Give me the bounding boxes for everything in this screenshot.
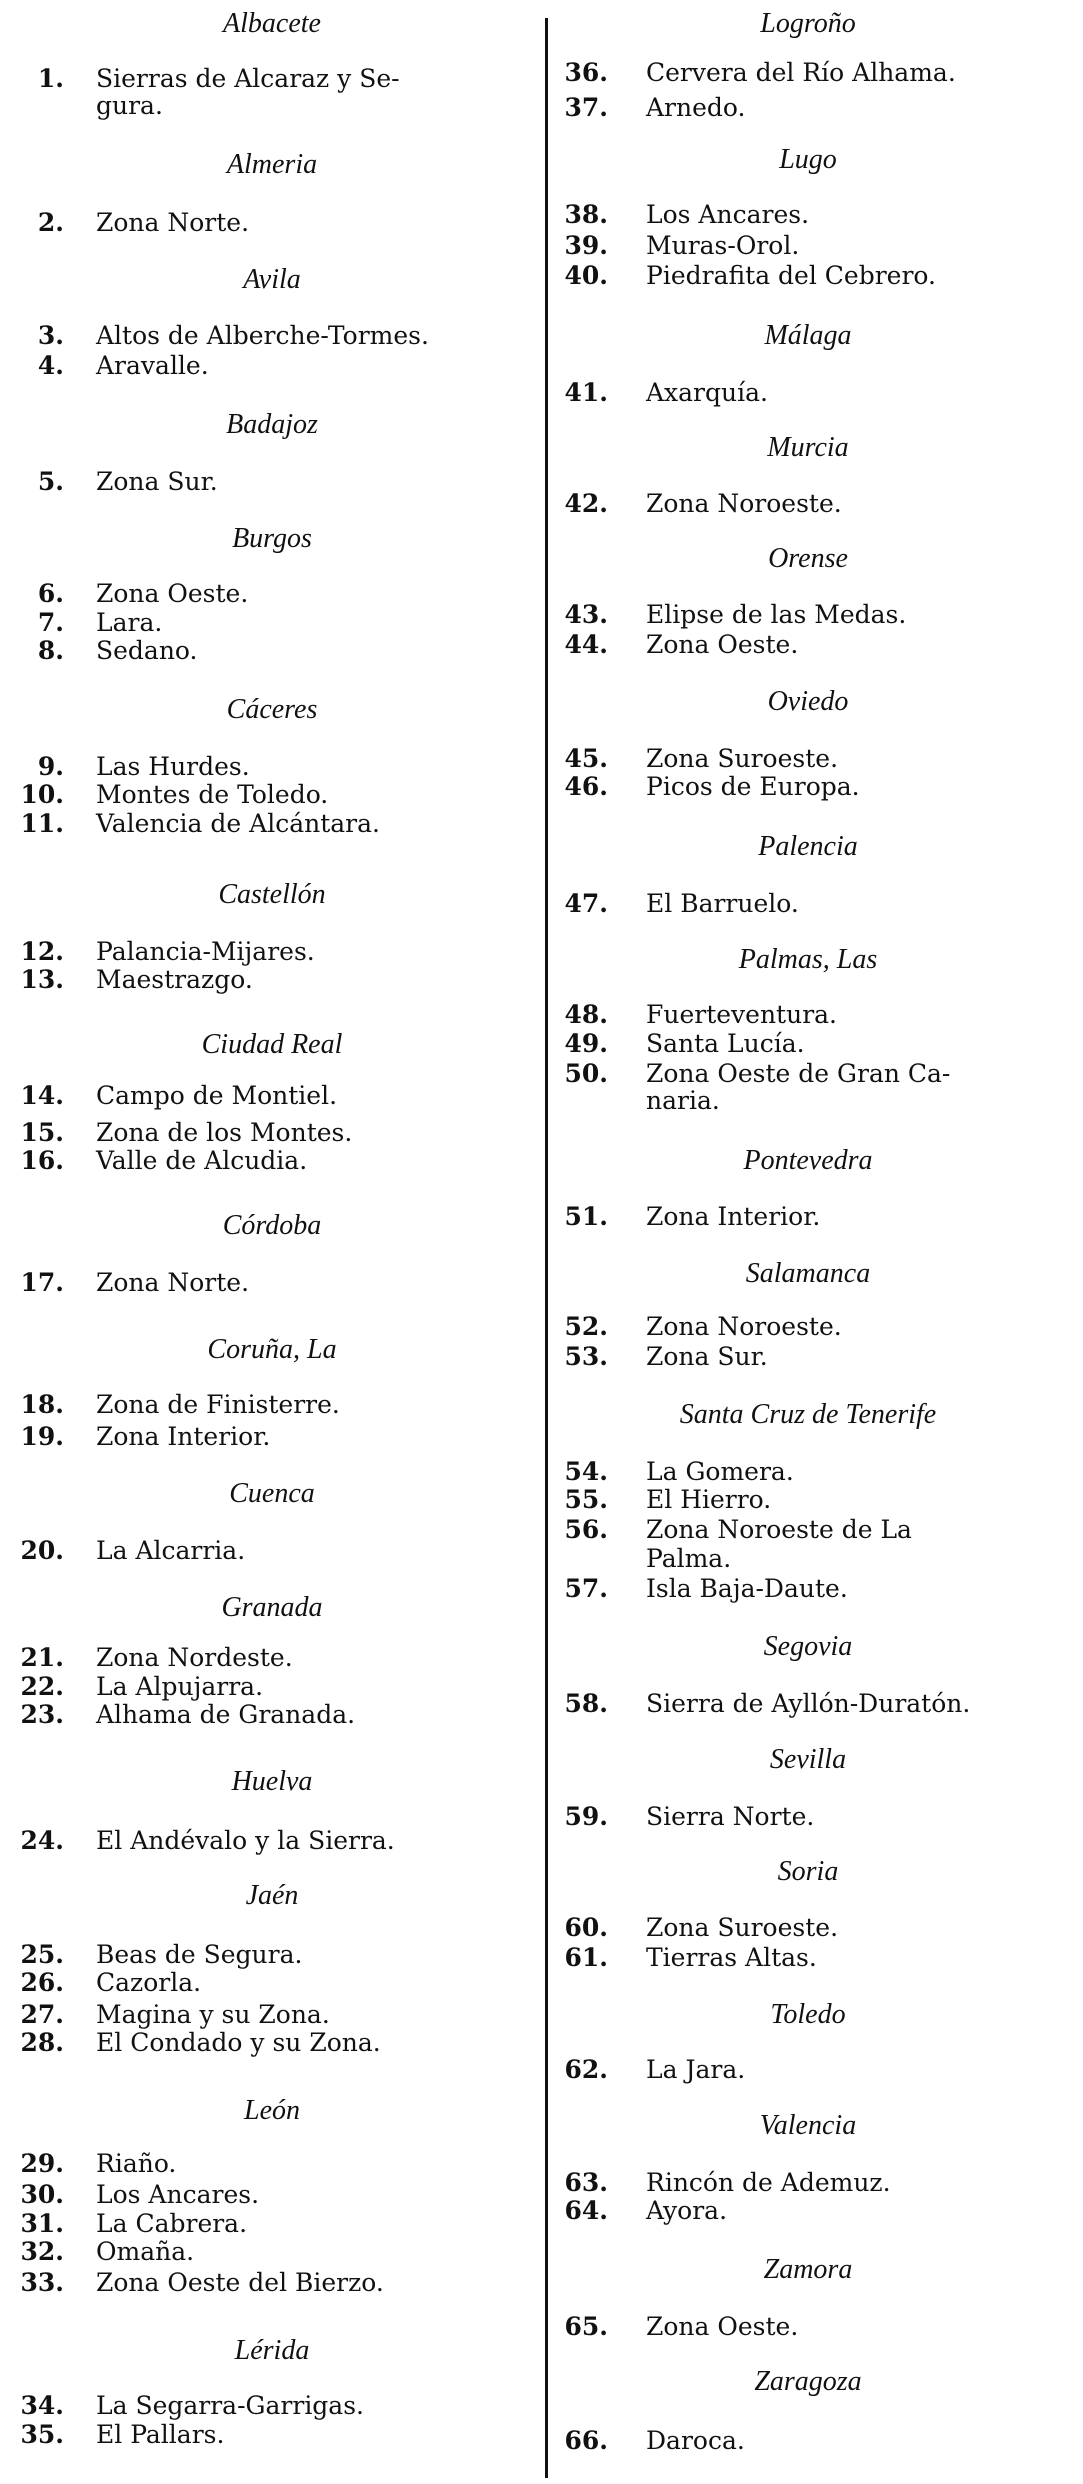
list-item bbox=[0, 1485, 1083, 1515]
item-text: Cazorla. bbox=[96, 1968, 202, 1997]
item-text: Muras-Orol. bbox=[646, 231, 800, 260]
list-item bbox=[0, 744, 1083, 774]
item-text: Zona Oeste de Gran Ca- bbox=[646, 1059, 951, 1088]
item-text: Zona Norte. bbox=[96, 208, 250, 237]
item-text: El Condado y su Zona. bbox=[96, 2028, 381, 2057]
item-number: 10. bbox=[20, 780, 64, 809]
section-heading: Salamanca bbox=[745, 1258, 871, 1289]
item-text: Zona Sur. bbox=[646, 1342, 768, 1371]
item-number: 9. bbox=[37, 752, 64, 781]
item-number: 5. bbox=[37, 467, 64, 496]
item-number: 23. bbox=[20, 1700, 64, 1729]
item-text: Palma. bbox=[646, 1544, 732, 1573]
item-text: Elipse de las Medas. bbox=[646, 600, 907, 629]
section-heading: León bbox=[244, 2095, 300, 2126]
list-item bbox=[0, 1000, 1083, 1030]
item-number: 33. bbox=[20, 2268, 64, 2297]
list-item bbox=[0, 93, 1083, 123]
list-item bbox=[0, 1574, 1083, 1604]
item-number: 66. bbox=[564, 2426, 608, 2455]
list-item bbox=[0, 261, 1083, 291]
item-number: 6. bbox=[37, 579, 64, 608]
item-number: 20. bbox=[20, 1536, 64, 1565]
section-heading: Cáceres bbox=[226, 694, 318, 725]
item-text: Valle de Alcudia. bbox=[96, 1146, 308, 1175]
item-text: Aravalle. bbox=[96, 351, 209, 380]
item-number: 13. bbox=[20, 965, 64, 994]
item-number: 27. bbox=[20, 2000, 64, 2029]
item-text: Omaña. bbox=[96, 2237, 195, 2266]
item-number: 59. bbox=[564, 1802, 608, 1831]
section-heading: Palmas, Las bbox=[738, 944, 878, 975]
item-text: La Cabrera. bbox=[96, 2209, 248, 2238]
item-number: 63. bbox=[564, 2168, 608, 2197]
item-text: Zona de Finisterre. bbox=[96, 1390, 340, 1419]
item-number: 12. bbox=[20, 937, 64, 966]
list-item bbox=[0, 1086, 1083, 1116]
list-item bbox=[0, 772, 1083, 802]
list-item bbox=[0, 2055, 1083, 2085]
list-item bbox=[0, 2168, 1083, 2198]
item-number: 65. bbox=[564, 2312, 608, 2341]
item-text: Rincón de Ademuz. bbox=[646, 2168, 891, 2197]
item-text: Los Ancares. bbox=[646, 200, 810, 229]
item-text: Sierra Norte. bbox=[646, 1802, 815, 1831]
section-heading: Lérida bbox=[234, 2335, 310, 2366]
section-heading: Albacete bbox=[223, 8, 321, 39]
item-number: 61. bbox=[564, 1943, 608, 1972]
item-number: 15. bbox=[20, 1118, 64, 1147]
section-heading: Coruña, La bbox=[207, 1334, 337, 1365]
list-item bbox=[0, 1457, 1083, 1487]
list-item bbox=[0, 2196, 1083, 2226]
item-number: 40. bbox=[564, 261, 608, 290]
section-heading: Zamora bbox=[763, 2254, 853, 2285]
section-heading: Valencia bbox=[759, 2110, 857, 2141]
item-number: 56. bbox=[564, 1515, 608, 1544]
section-heading: Ciudad Real bbox=[201, 1029, 343, 1060]
item-text: La Alcarria. bbox=[96, 1536, 246, 1565]
item-number: 64. bbox=[564, 2196, 608, 2225]
list-item bbox=[0, 351, 1083, 381]
item-text: Valencia de Alcántara. bbox=[96, 809, 380, 838]
item-text: El Hierro. bbox=[646, 1485, 772, 1514]
item-text: Maestrazgo. bbox=[96, 965, 253, 994]
item-text: Arnedo. bbox=[646, 93, 746, 122]
item-text: Zona Noroeste. bbox=[646, 1312, 842, 1341]
item-text: Isla Baja-Daute. bbox=[646, 1574, 848, 1603]
item-text: Tierras Altas. bbox=[646, 1943, 817, 1972]
item-text: Beas de Segura. bbox=[96, 1940, 303, 1969]
item-text: Montes de Toledo. bbox=[96, 780, 329, 809]
item-number: 21. bbox=[20, 1643, 64, 1672]
item-number: 52. bbox=[564, 1312, 608, 1341]
item-text: Zona Noroeste. bbox=[646, 489, 842, 518]
item-number: 34. bbox=[20, 2391, 64, 2420]
section-heading: Murcia bbox=[767, 432, 849, 463]
item-text: Axarquía. bbox=[646, 378, 768, 407]
item-text: El Barruelo. bbox=[646, 889, 799, 918]
item-text: Sedano. bbox=[96, 636, 198, 665]
item-text: Palancia-Mijares. bbox=[96, 937, 315, 966]
item-text: La Segarra-Garrigas. bbox=[96, 2391, 364, 2420]
list-item bbox=[0, 58, 1083, 88]
item-number: 30. bbox=[20, 2180, 64, 2209]
item-text: Zona Oeste. bbox=[646, 2312, 799, 2341]
item-number: 53. bbox=[564, 1342, 608, 1371]
item-number: 2. bbox=[37, 208, 64, 237]
section-heading: Avila bbox=[243, 264, 301, 295]
item-text: Las Hurdes. bbox=[96, 752, 250, 781]
item-number: 55. bbox=[564, 1485, 608, 1514]
item-number: 45. bbox=[564, 744, 608, 773]
section-heading: Palencia bbox=[758, 831, 858, 862]
section-heading: Huelva bbox=[231, 1766, 313, 1797]
item-text: Zona Oeste del Bierzo. bbox=[96, 2268, 384, 2297]
item-text: La Jara. bbox=[646, 2055, 746, 2084]
item-number: 37. bbox=[564, 93, 608, 122]
item-number: 14. bbox=[20, 1081, 64, 1110]
item-text: Zona Nordeste. bbox=[96, 1643, 293, 1672]
list-item bbox=[0, 1118, 1083, 1148]
list-item bbox=[0, 231, 1083, 261]
item-text: Piedrafita del Cebrero. bbox=[646, 261, 936, 290]
item-text: Alhama de Granada. bbox=[96, 1700, 356, 1729]
section-heading: Segovia bbox=[763, 1631, 853, 1662]
item-text: Sierras de Alcaraz y Se- bbox=[96, 64, 400, 93]
item-number: 58. bbox=[564, 1689, 608, 1718]
item-number: 48. bbox=[564, 1000, 608, 1029]
item-number: 31. bbox=[20, 2209, 64, 2238]
item-number: 4. bbox=[37, 351, 64, 380]
list-item bbox=[0, 1943, 1083, 1973]
section-heading: Jaén bbox=[245, 1880, 299, 1911]
item-text: Daroca. bbox=[646, 2426, 745, 2455]
item-text: La Alpujarra. bbox=[96, 1672, 264, 1701]
item-text: Lara. bbox=[96, 608, 163, 637]
item-text: Zona Suroeste. bbox=[646, 1913, 839, 1942]
item-number: 41. bbox=[564, 378, 608, 407]
section-heading: Soria bbox=[777, 1856, 839, 1887]
list-item bbox=[0, 1059, 1083, 1089]
item-number: 62. bbox=[564, 2055, 608, 2084]
item-text: Zona Interior. bbox=[646, 1202, 821, 1231]
item-text: gura. bbox=[96, 91, 163, 120]
item-text: Campo de Montiel. bbox=[96, 1081, 338, 1110]
item-text: La Gomera. bbox=[646, 1457, 794, 1486]
item-number: 11. bbox=[20, 809, 64, 838]
item-number: 36. bbox=[564, 58, 608, 87]
list-item bbox=[0, 1029, 1083, 1059]
item-number: 8. bbox=[37, 636, 64, 665]
item-text: Zona Sur. bbox=[96, 467, 218, 496]
item-text: Zona Norte. bbox=[96, 1268, 250, 1297]
item-number: 25. bbox=[20, 1940, 64, 1969]
item-number: 18. bbox=[20, 1390, 64, 1419]
item-number: 60. bbox=[564, 1913, 608, 1942]
item-text: Ayora. bbox=[646, 2196, 728, 2225]
item-text: Zona Noroeste de La bbox=[646, 1515, 912, 1544]
item-number: 47. bbox=[564, 889, 608, 918]
item-number: 19. bbox=[20, 1422, 64, 1451]
item-number: 39. bbox=[564, 231, 608, 260]
item-number: 29. bbox=[20, 2149, 64, 2178]
item-number: 49. bbox=[564, 1029, 608, 1058]
section-heading: Zaragoza bbox=[754, 2366, 862, 2397]
item-number: 24. bbox=[20, 1826, 64, 1855]
item-number: 38. bbox=[564, 200, 608, 229]
item-text: Fuerteventura. bbox=[646, 1000, 838, 1029]
item-number: 51. bbox=[564, 1202, 608, 1231]
list-item bbox=[0, 630, 1083, 660]
list-item bbox=[0, 2426, 1083, 2456]
list-item bbox=[0, 489, 1083, 519]
item-number: 57. bbox=[564, 1574, 608, 1603]
item-text: Picos de Europa. bbox=[646, 772, 860, 801]
section-heading: Logroño bbox=[760, 8, 856, 39]
item-text: Zona Oeste. bbox=[96, 579, 249, 608]
list-item bbox=[0, 2312, 1083, 2342]
list-item bbox=[0, 1202, 1083, 1232]
list-item bbox=[0, 2028, 1083, 2058]
list-item bbox=[0, 889, 1083, 919]
list-item bbox=[0, 1802, 1083, 1832]
item-text: Magina y su Zona. bbox=[96, 2000, 330, 2029]
section-heading: Pontevedra bbox=[743, 1145, 873, 1176]
list-item bbox=[0, 1312, 1083, 1342]
item-number: 43. bbox=[564, 600, 608, 629]
item-number: 54. bbox=[564, 1457, 608, 1486]
item-text: naria. bbox=[646, 1086, 720, 1115]
list-item bbox=[0, 1689, 1083, 1719]
item-number: 22. bbox=[20, 1672, 64, 1701]
item-text: El Pallars. bbox=[96, 2420, 225, 2449]
item-text: Sierra de Ayllón-Duratón. bbox=[646, 1689, 971, 1718]
item-number: 28. bbox=[20, 2028, 64, 2057]
item-number: 1. bbox=[37, 64, 64, 93]
section-heading: Almeria bbox=[226, 149, 318, 180]
item-number: 44. bbox=[564, 630, 608, 659]
section-heading: Sevilla bbox=[769, 1744, 847, 1775]
list-item bbox=[0, 1913, 1083, 1943]
item-text: Riaño. bbox=[96, 2149, 177, 2178]
section-heading: Burgos bbox=[232, 523, 312, 554]
section-heading: Oviedo bbox=[767, 686, 849, 717]
section-heading: Lugo bbox=[779, 144, 837, 175]
item-text: Altos de Alberche-Tormes. bbox=[96, 321, 429, 350]
section-heading: Castellón bbox=[218, 879, 326, 910]
item-number: 46. bbox=[564, 772, 608, 801]
item-text: Zona de los Montes. bbox=[96, 1118, 353, 1147]
item-number: 7. bbox=[37, 608, 64, 637]
item-number: 32. bbox=[20, 2237, 64, 2266]
item-text: Santa Lucía. bbox=[646, 1029, 805, 1058]
item-number: 3. bbox=[37, 321, 64, 350]
item-text: Zona Oeste. bbox=[646, 630, 799, 659]
section-heading: Córdoba bbox=[222, 1210, 322, 1241]
list-item bbox=[0, 378, 1083, 408]
section-heading: Badajoz bbox=[226, 409, 318, 440]
list-item bbox=[0, 1515, 1083, 1545]
item-number: 26. bbox=[20, 1968, 64, 1997]
item-text: El Andévalo y la Sierra. bbox=[96, 1826, 395, 1855]
item-number: 17. bbox=[20, 1268, 64, 1297]
item-text: Los Ancares. bbox=[96, 2180, 260, 2209]
section-heading: Toledo bbox=[770, 1999, 846, 2030]
item-text: Zona Interior. bbox=[96, 1422, 271, 1451]
section-heading: Cuenca bbox=[229, 1478, 315, 1509]
list-item bbox=[0, 1544, 1083, 1574]
item-number: 42. bbox=[564, 489, 608, 518]
item-number: 35. bbox=[20, 2420, 64, 2449]
list-item bbox=[0, 200, 1083, 230]
section-heading: Orense bbox=[768, 543, 848, 574]
section-heading: Granada bbox=[221, 1592, 323, 1623]
item-text: Cervera del Río Alhama. bbox=[646, 58, 956, 87]
list-item bbox=[0, 600, 1083, 630]
section-heading: Santa Cruz de Tenerife bbox=[679, 1399, 937, 1430]
item-number: 50. bbox=[564, 1059, 608, 1088]
section-heading: Málaga bbox=[764, 320, 852, 351]
list-item bbox=[0, 1342, 1083, 1372]
item-text: Zona Suroeste. bbox=[646, 744, 839, 773]
item-number: 16. bbox=[20, 1146, 64, 1175]
